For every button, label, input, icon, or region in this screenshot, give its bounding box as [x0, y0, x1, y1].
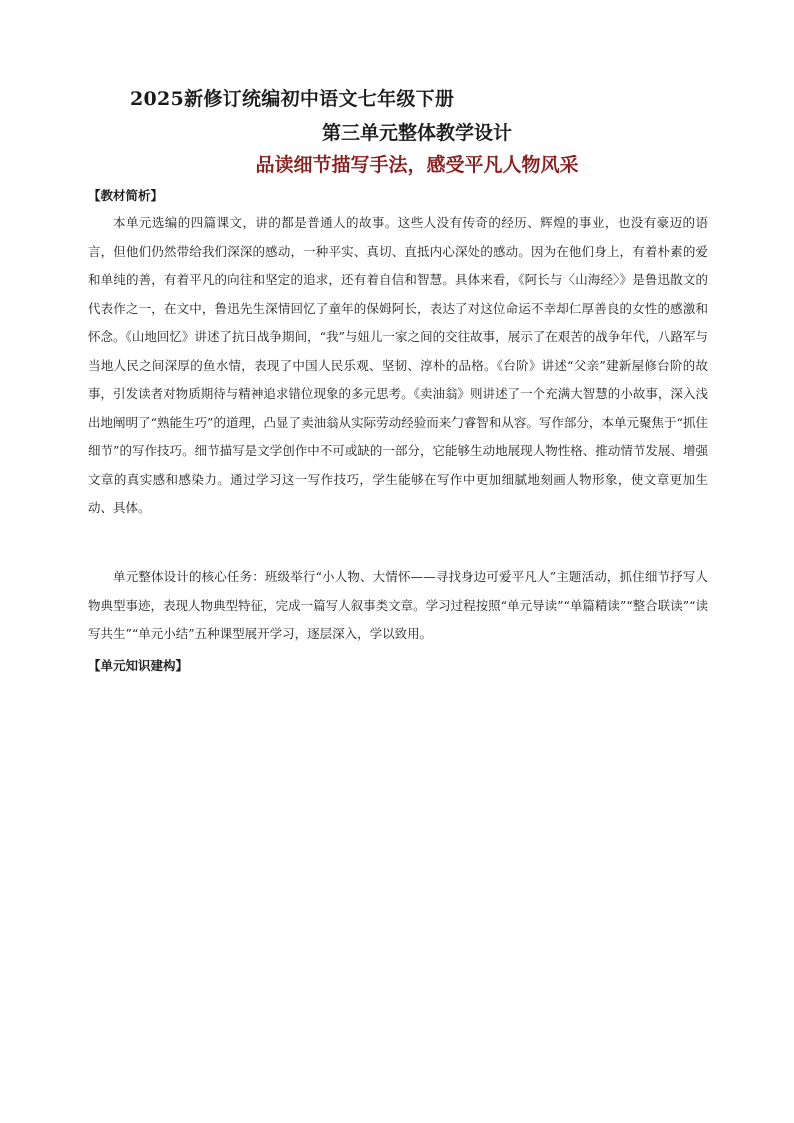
section-heading-knowledge-construction: 【单元知识建构】: [88, 658, 189, 673]
document-subtitle: 第三单元整体教学设计: [321, 122, 512, 144]
document-theme-title: 品读细节描写手法，感受平凡人物风采: [255, 154, 579, 176]
paragraph-textbook-analysis: 本单元选编的四篇课文，讲的都是普通人的故事。这些人没有传奇的经历、辉煌的事业，也没有豪迈的语言，但他们仍然带给我们深深的感动，一种平实、真切、直抵内心深处的感动。因为在他们身上，有着朴素的爱和单纯的善，有着平凡的向往和坚定的追求，还有着自信和智慧。具体来看，《阿长与〈山海经〉》是鲁迅散文的代表作之一，在文中，鲁迅先生深情回忆了童年的保姆阿长，表达了对这位命运不幸却仁厚善良的女性的感激和怀念。《山地回忆》讲述了抗日战争期间，“我”与妞儿一家之间的交往故事，展示了在艰苦的战争年代，八路军与当地人民之间深厚的鱼水情，表现了中国人民乐观、坚韧、淳朴的品格。《台阶》讲述“父亲”建新屋修台阶的故事，引发读者对物质期待与精神追求错位现象的多元思考。《卖油翁》则讲述了一个充满大智慧的小故事，深入浅出地阐明了“熟能生巧”的道理，凸显了卖油翁从实际劳动经验而来勹睿智和从容。写作部分，本单元聚焦于“抓住细节”的写作技巧。细节描写是文学创作中不可或缺的一部分，它能够生动地展现人物性格、推动情节发展、增强文章的真实感和感染力。通过学习这一写作技巧，学生能够在写作中更加细腻地刻画人物形象，使文章更加生动、具体。: [88, 215, 708, 515]
document-title: 2025新修订统编初中语文七年级下册: [130, 88, 455, 110]
section-heading-textbook-analysis: 【教材简析】: [88, 188, 164, 203]
paragraph-core-task: 单元整体设计的核心任务：班级举行“小人物、大情怀——寻找身边可爱平凡人”主题活动，抓住细节抒写人物典型事迹，表现人物典型特征，完成一篇写人叙事类文章。学习过程按照“单元导读”“单篇精读”“整合联读”“读写共生”“单元小结”五种课型展开学习，逐层深入，学以致用。: [88, 569, 708, 641]
